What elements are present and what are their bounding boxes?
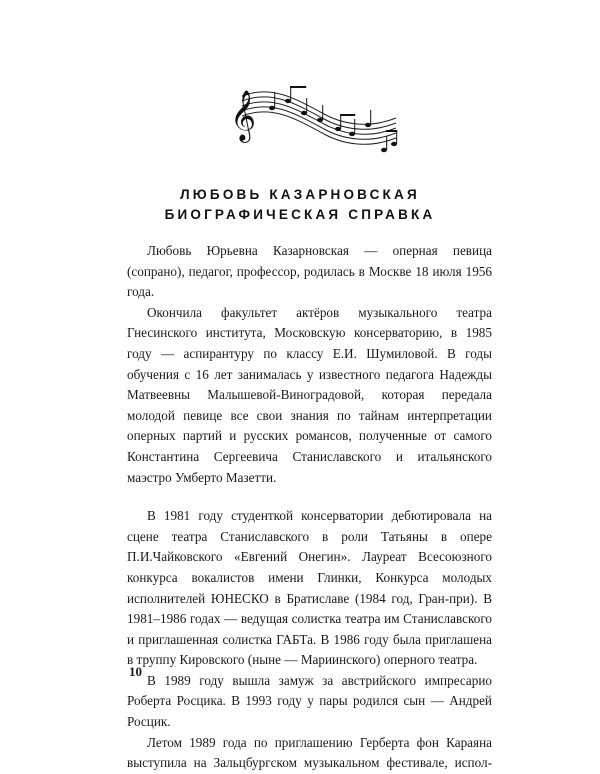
paragraph: Любовь Юрьевна Казарновская — оперная певица (сопрано), педагог, профессор, родилась в Москве 18 июля 1956 года. bbox=[127, 243, 492, 300]
heading-line-2: БИОГРАФИЧЕСКАЯ СПРАВКА bbox=[164, 207, 436, 222]
paragraph: В 1989 году вышла замуж за австрийского импресарио Роберта Росцика. В 1993 году у пары родился сын — Андрей Росцик. bbox=[127, 672, 492, 730]
paragraph: Окончила факультет актёров музыкального театра Гнесинского института, Московскую консерваторию, в 1985 году — аспирантуру по классу Е.И. Шумиловой. В годы обучения с 16 лет занималась у известного педагога Надежды Матвеевны Малышевой-Виноградовой, которая передала молодой певице все свои знания по тайнам интерпретации оперных партий и русских романсов, полученные от самого Константина Сергеевича Станиславского и итальянского маэстро Умберто Мазетти. bbox=[127, 304, 492, 485]
body-text bbox=[127, 241, 492, 774]
music-staff-treble-clef-icon bbox=[228, 78, 400, 170]
paragraph: Летом 1989 года по приглашению Герберта фон Караяна выступила на Зальцбургском музыкальном фестивале, испол- bbox=[127, 734, 492, 771]
page-number: 10 bbox=[129, 664, 142, 679]
paragraph: В 1981 году студенткой консерватории дебютировала на сцене театра Станиславского в роли Татьяны в опере П.И.Чайковского «Евгений Онегин». Лауреат Всесоюзного конкурса вокалистов имени Глинки, Конкурса молодых исполнителей ЮНЕСКО в Братиславе (1984 год, Гран-при). В 1981–1986 годах — ведущая солистка театра им Станиславского и приглашенная солистка ГАБТа. В 1986 году была приглашена в труппу Кировского (ныне — Мариинского) оперного театра. bbox=[127, 508, 492, 668]
svg-text:𝄞: 𝄞 bbox=[230, 90, 257, 141]
heading-line-1: ЛЮБОВЬ КАЗАРНОВСКАЯ bbox=[180, 187, 420, 202]
